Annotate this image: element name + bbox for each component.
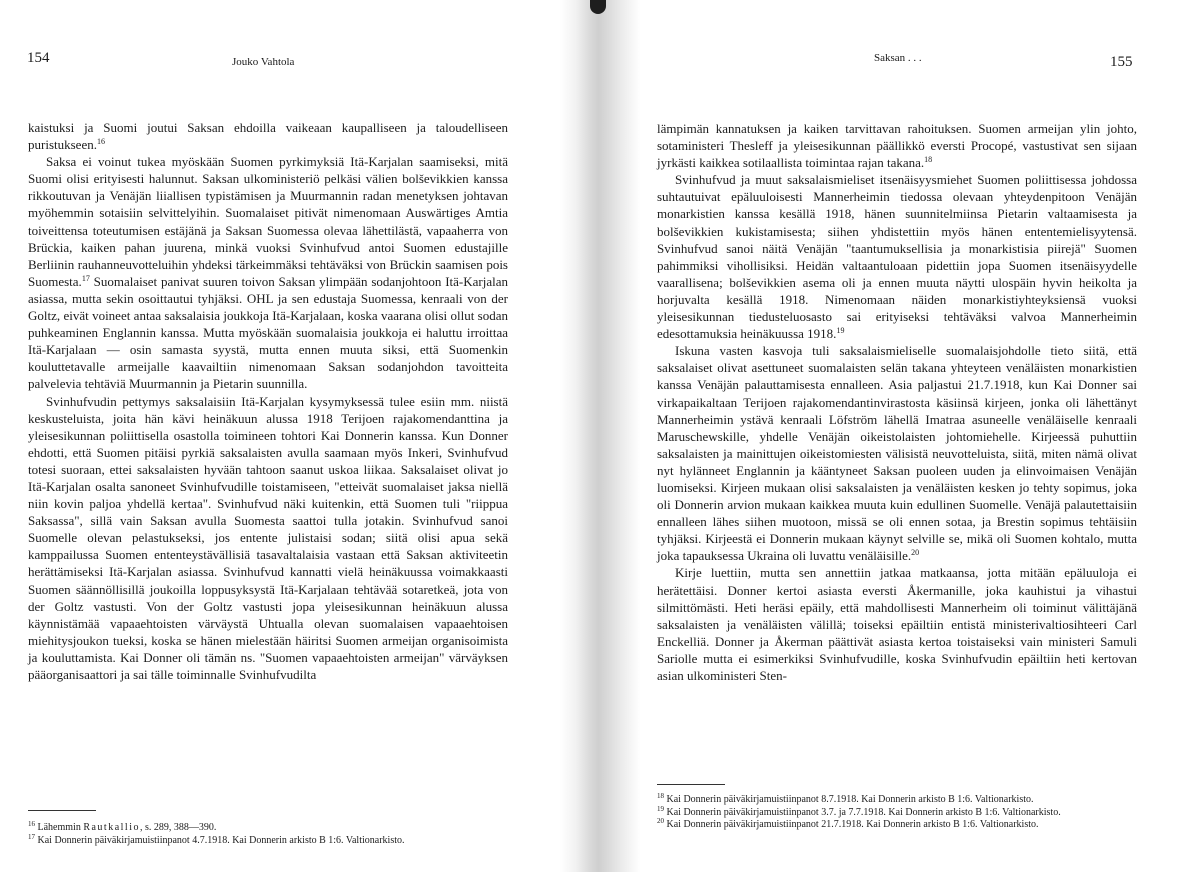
body-text: [657, 120, 1137, 684]
footnote-rule: [28, 810, 96, 811]
footnote: $^{20}$ Kai Donnerin päiväkirjamuistiinpanot 21.7.1918. Kai Donnerin arkisto B 1:6. Valtionarkisto.: [657, 817, 1039, 830]
footnote: $^{17}$ Kai Donnerin päiväkirjamuistiinpanot 4.7.1918. Kai Donnerin arkisto B 1:6. Valtionarkisto.: [28, 832, 405, 846]
paragraph: lämpimän kannatuksen ja kaiken tarvittavan rahoituksen. Suomen armeijan ylin johto, sotaministeri Thesleff ja yleisesikunnan päällikkö eversti Procopé, vastustivat sen sijaan jyrkästi kaikkea sotilaallista toimintaa rajan takana.$^{18}$: [657, 121, 1137, 171]
footnotes: [28, 822, 508, 847]
footnote-ref[interactable]: 19: [836, 326, 845, 336]
binding-tab: [590, 0, 606, 14]
footnote-ref[interactable]: 17: [81, 273, 90, 283]
paragraph: kaistuksi ja Suomi joutui Saksan ehdoilla vaikeaan kaupalliseen ja taloudelliseen puristukseen.$^{16}$: [28, 120, 508, 153]
book-gutter: [560, 0, 640, 872]
paragraph: Saksa ei voinut tukea myöskään Suomen pyrkimyksiä Itä-Karjalan saamiseksi, mitä Suomi olisi erityisesti halunnut. Saksan ulkoministeriö pelkäsi välien bolševikkien kanssa rikkoutuvan ja Venäjän liiallisen typistämisen ja Muurmannin radan menetyksen johtavan myöhemmin sotaisiin selvittelyihin. Suomalaiset pitivät nimenomaan Auswärtiges Amtia toiveittensa toteutumisen estäjänä ja Saksan Suomessa olevaa lähettilästä, vapaaherra von Brückia, kaiken pahan juurena, minkä vuoksi Svinhufvud antoi Suomen edustajille Berliinin rauhanneuvotteluihin yhdeksi tärkeimmäksi tehtäväksi von Brückin saamisen pois Suomesta.$^{17}$ Suomalaiset panivat suuren toivon Saksan ylimpään sodanjohtoon Itä-Karjalan asiassa, mutta sekin osoittautui tyhjäksi. OHL ja sen edustaja Suomessa, kenraali von der Goltz, eivät voineet antaa saksalaisia joukkoja Itä-Karjalaan, koska vaarana olisi ollut sodan puhkeaminen Englannin kanssa. Mutta myöskään suomalaisia joukkoja ei haluttu irroittaa Itä-Karjalaan — osin samasta syystä, mutta ennen muuta siksi, että Suomenkin kouluttetavalle armeijalle kaavailtiin nimenomaan Saksan sodanjohdon tavoitteita palvelevia tehtäviä Muurmannin ja Pietarin suunnilla.: [28, 154, 508, 392]
paragraph: Kirje luettiin, mutta sen annettiin jatkaa matkaansa, jotta mitään epäluuloja ei herätettäisi. Donner kertoi asiasta eversti Åkermanille, joka kauhistui ja vihastui silmittömästi. Heti heräsi epäily, että mahdollisesti Mannerheim oli toiminut välittäjänä saksalaisten ja venäläisten välillä; toiseksi epäiltiin entistä ministerivaltiosihteeri Carl Enckelliä. Donner ja Åkerman päättivät asiasta kertoa toistaiseksi vain ministeri Samuli Sariolle mutta ei esimerkiksi Svinhufvudille, koska Svinhufvudin epäiltiin heti kertovan asian ulkoministeri Sten-: [657, 565, 1137, 683]
footnote-ref[interactable]: 20: [911, 548, 920, 558]
footnote-ref[interactable]: 16: [96, 137, 105, 147]
paragraph: Svinhufvud ja muut saksalaismieliset itsenäisyysmiehet Suomen poliittisessa johdossa suhtautuivat epäluuloisesti Mannerheimin tiedossa olevaan yhteydenpitoon Venäjän monarkistien kanssa kesällä 1918, hänen suunnitelmiinsa Pietarin valtaamisesta ja bolševikkien kukistamisesta; siihen yhdistettiin myös hänen ententemielisyytensä. Svinhufvud sanoi näitä Venäjän "taantumuksellisia ja monarkistisia piirejä" Suomen pahimmiksi vihollisiksi. Heidän valtaantuloaan pidettiin jopa Suomen itsenäisyydelle vaarallisena; bolševikkien asema oli ja ennen muuta näytti ulospäin hyvin heikolta ja horjuvalta kesällä 1918. Nimenomaan näiden monarkistiyhteyksiensä vuoksi yleisesikunnan tiedusteluosasto sai erityiseksi tehtäväksi valvoa Mannerheimin edesottamuksia heinäkuussa 1918.19: [657, 172, 1137, 342]
paragraph: Iskuna vasten kasvoja tuli saksalaismieliselle suomalaisjohdolle tieto siitä, että saksalaiset olivat asettuneet suomalaisten selän takana yhteyteen venäläisten monarkistien kanssa Venäjän palauttamisesta ennalleen. Asia paljastui 21.7.1918, kun Kai Donner sai virkapaikaltaan Terijoen rajakomendantinvirastosta käsiinsä kirjeen, jonka oli lähettänyt Mannerheimin ystävä kenraali Löfström lähellä Imatraa asuneelle venäläiselle kenraali Maruschewskille, yhdelle Venäjän oikeistolaisten johtomiehelle. Kirjeessä puhuttiin saksalaisten ja mainittujen oikeistomiesten välisistä neuvotteluista, siitä, miten nämä olivat nyt hylänneet Englannin ja kääntyneet Saksan puoleen uuden ja elinvoimaisen Venäjän luomiseksi. Kirjeen mukaan olisi saksalaisten ja venäläisten kesken jo tehty sopimus, joka oli Donnerin arvion mukaan kaikkea muuta kuin edullinen Suomelle. Venäjä palautettaisiin ennalleen lähes siihen muotoon, missä se oli ennen sotaa, ja Brestin sopimus tehtäisiin tyhjäksi. Kirjeestä ei Donnerin mukaan käynyt selville se, mikä oli Suomen kohtalo, mutta joka tapauksessa Ukraina oli luvattu venäläisille.$^{20}$: [657, 343, 1137, 564]
page-number: 155: [1110, 54, 1133, 70]
left-page: [0, 0, 560, 872]
paragraph: Svinhufvudin pettymys saksalaisiin Itä-Karjalan kysymyksessä tulee esiin mm. niistä keskusteluista, joita hän kävi heinäkuun alussa 1918 Terijoen rajakomendanttina ja yleisesikunnan poliittisella osastolla toimineen tohtori Kai Donnerin kanssa. Kun Donner ehdotti, että Suomen pitäisi pyrkiä saksalaisten avulla saamaan myös Inkeri, Svinhufvud totesi suoraan, ettei saksalaisten hyvään tahtoon saanut uskoa liikaa. Saksalaiset olivat jo Itä-Karjalan osalta sanoneet Svinhufvudille toistamiseen, "etteivät suomalaiset jaksa niellä niin kovin paljoa yhdellä kertaa". Svinhufvud näki kuitenkin, että Suomen tuli "riippua Saksassa", sillä vain Saksan avulla Suomesta saattoi tulla jotakin. Svinhufvud sanoi Suomelle olevan pelastukseksi, jos entente julistaisi sodan; siitä olisi apua sekä kamppailussa Suomen ententeystävällisiä tasavaltalaisia vastaan että Saksan aktiviteetin herättämiseksi Itä-Karjalan asiassa. Svinhufvud kannatti vielä heinäkuussa voimakkaasti Suomen säännöllisillä joukoilla loppusyksystä Itä-Karjalaan tehtävää sotaretkeä, jota von der Goltz vastusti. Von der Goltz vastusti jopa yleisesikunnan heinäkuun alussa käynnistämää vapaaehtoisten värväystä Uhtualla olevan suomalaisen vapaaehtoisen miehitysjoukon tueksi, koska se hänen mielestään häiritsi Suomen armeijan organisoimista ja kouluttamista. Kai Donner oli tämän ns. "Suomen vapaaehtoisten armeijan" värväyksen pääorganisaattori ja sai tälle toiminnalle Svinhufvudilta: [28, 393, 508, 682]
page-number: 154: [27, 50, 50, 66]
running-head: Jouko Vahtola: [232, 56, 295, 68]
running-head: Saksan . . .: [874, 52, 922, 64]
footnote: $^{19}$ Kai Donnerin päiväkirjamuistiinpanot 3.7. ja 7.7.1918. Kai Donnerin arkisto B 1:6. Valtionarkisto.: [657, 804, 1061, 818]
footnote-ref[interactable]: 18: [924, 155, 933, 165]
footnote-rule: [657, 784, 725, 785]
footnote: $^{16}$ Lähemmin Rautkallio, s. 289, 388—390.: [28, 820, 217, 833]
right-page: [640, 0, 1200, 872]
body-text: [28, 119, 508, 683]
footnotes: [657, 794, 1137, 832]
footnote: $^{18}$ Kai Donnerin päiväkirjamuistiinpanot 8.7.1918. Kai Donnerin arkisto B 1:6. Valtionarkisto.: [657, 792, 1034, 805]
